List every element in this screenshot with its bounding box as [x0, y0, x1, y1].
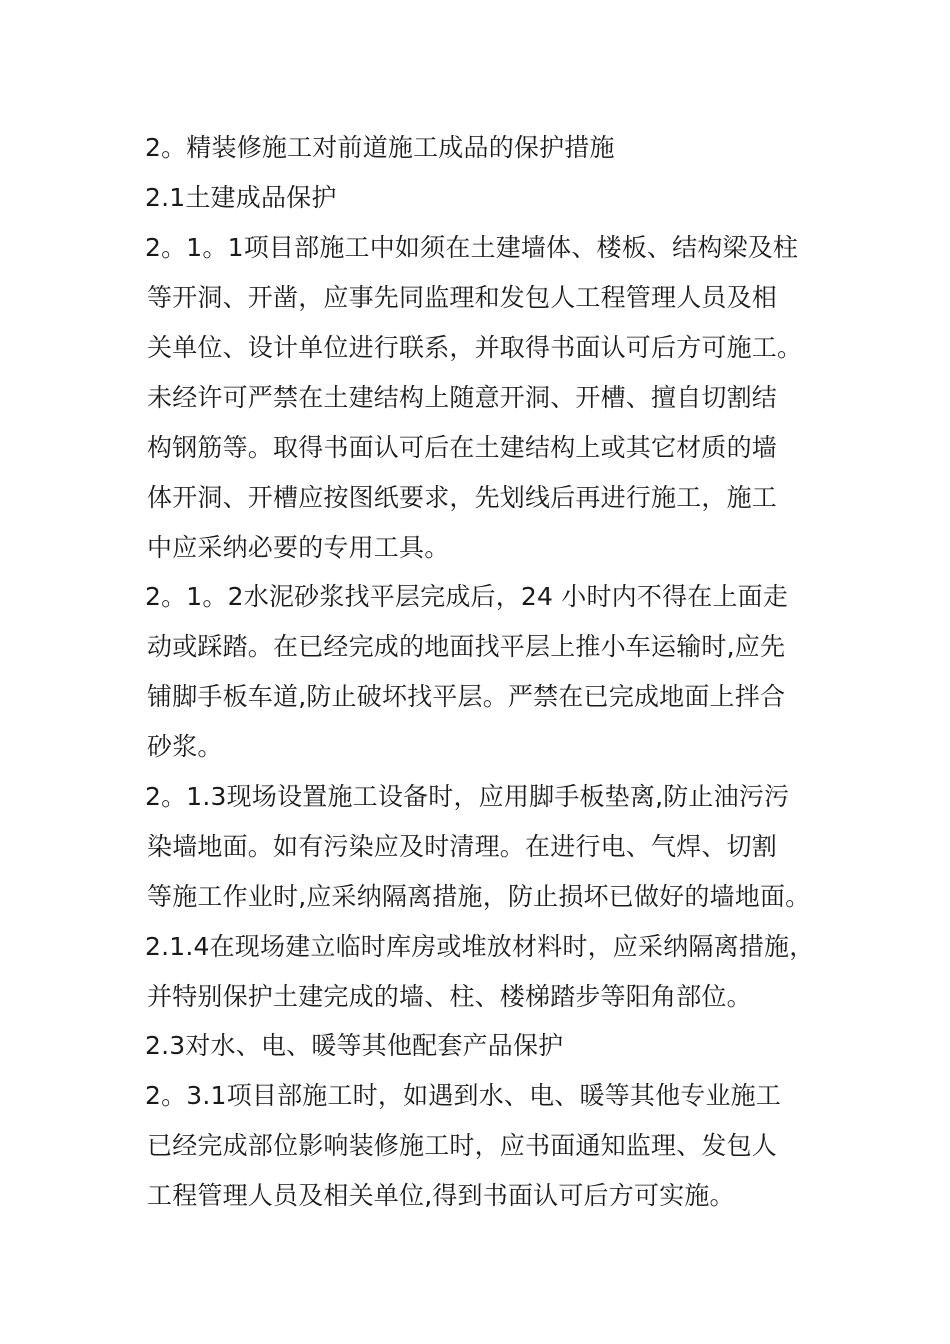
paragraph-line: 等施工作业时,应采纳隔离措施，防止损坏已做好的墙地面。 — [147, 882, 811, 911]
paragraph-line: 体开洞、开槽应按图纸要求，先划线后再进行施工，施工 — [147, 483, 778, 512]
paragraph-line: 已经完成部位影响装修施工时，应书面通知监理、发包人 — [147, 1131, 778, 1160]
paragraph-line: 染墙地面。如有污染应及时清理。在进行电、气焊、切割 — [147, 832, 778, 861]
paragraph-line: 并特别保护土建完成的墙、柱、楼梯踏步等阳角部位。 — [147, 982, 752, 1011]
paragraph-line: 2。3.1项目部施工时，如遇到水、电、暖等其他专业施工 — [145, 1081, 782, 1110]
paragraph-line: 2.1.4在现场建立临时库房或堆放材料时，应采纳隔离措施， — [145, 932, 815, 961]
paragraph-line: 构钢筋等。取得书面认可后在土建结构上或其它材质的墙 — [147, 433, 778, 462]
paragraph-line: 关单位、设计单位进行联系，并取得书面认可后方可施工。 — [147, 333, 803, 362]
section-heading-2: 2。精装修施工对前道施工成品的保护措施 — [145, 133, 615, 162]
paragraph-line: 2。1。1项目部施工中如须在土建墙体、楼板、结构梁及柱 — [145, 233, 799, 262]
paragraph-line: 2。1。2水泥砂浆找平层完成后，24 小时内不得在上面走 — [145, 582, 789, 611]
paragraph-line: 2。1.3现场设置施工设备时，应用脚手板垫离,防止油污污 — [145, 782, 790, 811]
paragraph-line: 工程管理人员及相关单位,得到书面认可后方可实施。 — [147, 1181, 735, 1210]
paragraph-line: 动或踩踏。在已经完成的地面找平层上推小车运输时,应先 — [147, 632, 786, 661]
paragraph-line: 铺脚手板车道,防止破坏找平层。严禁在已完成地面上拌合 — [147, 682, 786, 711]
paragraph-line: 未经许可严禁在土建结构上随意开洞、开槽、擅自切割结 — [147, 383, 778, 412]
paragraph-line: 中应采纳必要的专用工具。 — [147, 533, 450, 562]
paragraph-line: 砂浆。 — [147, 732, 223, 761]
subsection-heading-2-1: 2.1土建成品保护 — [145, 183, 337, 212]
subsection-heading-2-3: 2.3对水、电、暖等其他配套产品保护 — [145, 1031, 564, 1060]
paragraph-line: 等开洞、开凿，应事先同监理和发包人工程管理人员及相 — [147, 283, 778, 312]
